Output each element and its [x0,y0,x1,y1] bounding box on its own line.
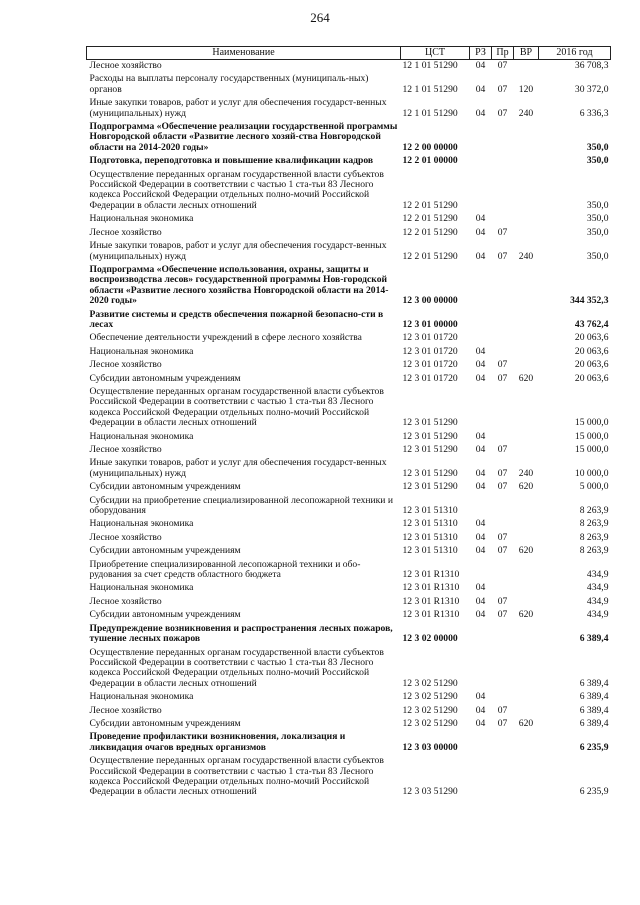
table-row [87,431,611,444]
cell-vr [514,309,539,333]
cell-name: Иные закупки товаров, работ и услуг для обеспечения государст-венных (муниципальных) нужд [89,240,387,262]
cell-name: Субсидии автономным учреждениям [89,372,241,384]
cell-amount: 6 389,4 [579,704,609,716]
table-row [87,332,611,345]
cell-pr [492,169,514,214]
table-row [87,373,611,386]
cell-name: Национальная экономика [89,345,194,357]
table-row [87,582,611,595]
cell-rz: 04 [475,481,486,493]
cell-pr [492,386,514,431]
cell-pr [492,518,514,531]
table-row [87,444,611,457]
cell-cst: 12 3 02 51290 [402,717,458,729]
cell-cst: 12 1 01 51290 [402,83,458,95]
table-row [87,309,611,333]
cell-vr [514,121,539,155]
table-row [87,97,611,121]
table-row [87,495,611,519]
header-cst: ЦСТ [401,47,470,60]
cell-name: Лесное хозяйство [89,359,162,371]
cell-rz: 04 [475,359,486,371]
cell-pr [492,346,514,359]
table-row [87,518,611,531]
cell-amount: 20 063,6 [574,345,609,357]
cell-pr [492,213,514,226]
table-row [87,121,611,155]
cell-name: Осуществление переданных органам государственной власти субъектов Российской Федерации в соответствии с частью 1 ста-тьи 83 Лесного кодекса Российской Федерации отдельных полно-мочий Российской Федерации в области лесных отношений [89,646,384,689]
cell-name: Лесное хозяйство [89,704,162,716]
cell-amount: 6 235,9 [579,741,609,753]
cell-vr: 620 [518,717,534,729]
cell-vr [514,755,539,800]
cell-pr [492,582,514,595]
cell-vr [514,155,539,168]
cell-pr: 07 [497,717,508,729]
table-row [87,705,611,718]
cell-amount: 15 000,0 [574,444,609,455]
cell-rz: 04 [475,704,486,716]
cell-amount: 350,0 [586,155,609,167]
cell-rz: 04 [475,609,486,621]
cell-rz [470,264,492,309]
cell-pr: 07 [497,595,508,607]
header-rz: РЗ [470,47,492,60]
cell-cst: 12 3 03 51290 [402,786,458,798]
table-row [87,73,611,97]
cell-rz [470,647,492,692]
cell-pr [492,623,514,647]
cell-name: Развитие системы и средств обеспечения пожарной безопасно-сти в лесах [89,308,384,330]
cell-amount: 6 235,9 [579,786,609,798]
cell-cst: 12 3 02 51290 [402,677,458,689]
cell-vr [514,532,539,545]
cell-pr [492,309,514,333]
cell-amount: 434,9 [586,595,609,607]
cell-name: Национальная экономика [89,691,194,703]
cell-cst: 12 3 01 00000 [402,318,458,330]
cell-vr: 240 [518,467,534,479]
cell-pr [492,731,514,755]
cell-amount: 20 063,6 [574,332,609,344]
cell-vr: 620 [518,609,534,621]
cell-cst: 12 3 02 51290 [402,691,458,703]
cell-amount: 10 000,0 [574,467,609,479]
cell-rz: 04 [475,250,486,262]
cell-pr: 07 [497,359,508,371]
cell-cst: 12 2 01 51290 [402,199,458,211]
cell-rz [470,121,492,155]
cell-amount: 350,0 [586,141,609,153]
cell-vr: 240 [518,107,534,119]
cell-name: Осуществление переданных органам государственной власти субъектов Российской Федерации в соответствии с частью 1 ста-тьи 83 Лесного кодекса Российской Федерации отдельных полно-мочий Российской Федерации в области лесных отношений [89,755,384,798]
table-row [87,647,611,692]
cell-rz [470,559,492,583]
cell-rz: 04 [475,518,486,530]
cell-amount: 8 263,9 [579,531,609,543]
cell-pr: 07 [497,545,508,557]
cell-amount: 6 389,4 [579,691,609,703]
cell-vr: 620 [518,545,534,557]
cell-pr [492,332,514,345]
cell-cst: 12 3 01 51310 [402,531,458,543]
cell-cst: 12 3 01 01720 [402,372,458,384]
header-name: Наименование [87,47,401,60]
table-row [87,718,611,731]
cell-cst: 12 1 01 51290 [402,107,458,119]
cell-name: Осуществление переданных органам государственной власти субъектов Российской Федерации в соответствии с частью 1 ста-тьи 83 Лесного кодекса Российской Федерации отдельных полно-мочий Российской Федерации в области лесных отношений [89,385,384,429]
cell-pr [492,431,514,444]
cell-rz [470,155,492,168]
cell-rz: 04 [475,691,486,703]
cell-vr [514,169,539,214]
cell-pr: 07 [497,83,508,95]
cell-vr: 620 [518,481,534,493]
cell-rz [470,386,492,431]
table-row [87,545,611,558]
cell-rz [470,623,492,647]
cell-rz: 04 [475,83,486,95]
table-row [87,623,611,647]
cell-vr [514,647,539,692]
cell-name: Осуществление переданных органам государственной власти субъектов Российской Федерации в соответствии с частью 1 ста-тьи 83 Лесного кодекса Российской Федерации отдельных полно-мочий Российской Федерации в области лесных отношений [89,168,384,211]
cell-cst: 12 3 03 00000 [402,741,458,753]
cell-name: Субсидии на приобретение специализированной лесопожарной техники и оборудования [89,494,393,517]
cell-rz: 04 [475,582,486,594]
cell-cst: 12 3 01 R1310 [402,609,460,621]
cell-cst: 12 2 01 51290 [402,250,458,262]
cell-cst: 12 3 01 51310 [402,505,458,517]
page-number: 264 [310,10,330,25]
cell-pr: 07 [497,481,508,493]
cell-pr [492,647,514,692]
table-row [87,532,611,545]
cell-amount: 6 389,4 [579,717,609,729]
cell-rz: 04 [475,531,486,543]
cell-cst: 12 3 01 51290 [402,444,458,455]
cell-rz: 04 [475,60,486,71]
cell-pr [492,495,514,519]
cell-vr [514,213,539,226]
cell-amount: 5 000,0 [579,481,609,493]
cell-rz [470,731,492,755]
cell-amount: 30 372,0 [574,83,609,95]
cell-cst: 12 3 01 R1310 [402,582,460,594]
cell-vr [514,386,539,431]
cell-cst: 12 3 01 51310 [402,545,458,557]
cell-cst: 12 3 01 51290 [402,481,458,493]
table-row [87,755,611,800]
cell-vr [514,60,539,74]
table-row [87,346,611,359]
cell-cst: 12 3 01 R1310 [402,569,460,581]
table-row [87,359,611,372]
cell-name: Подпрограмма «Обеспечение реализации государственной программы Новгородской области «Развитие лесного хозяй-ства Новгородской области на 2014-2020 годы» [89,121,398,153]
cell-cst: 12 3 00 00000 [402,295,458,307]
cell-name: Субсидии автономным учреждениям [89,545,241,557]
cell-cst: 12 3 01 R1310 [402,595,460,607]
table-body [87,60,611,800]
cell-rz [470,332,492,345]
cell-cst: 12 3 02 51290 [402,704,458,716]
cell-amount: 350,0 [586,250,609,262]
cell-cst: 12 2 00 00000 [402,141,458,153]
cell-amount: 8 263,9 [579,545,609,557]
cell-cst: 12 2 01 51290 [402,226,458,238]
cell-pr [492,559,514,583]
cell-amount: 344 352,3 [570,295,609,307]
table-row [87,691,611,704]
cell-pr [492,755,514,800]
cell-rz: 04 [475,345,486,357]
cell-cst: 12 3 02 00000 [402,633,458,645]
cell-amount: 15 000,0 [574,430,609,442]
table-row [87,60,611,74]
table-row [87,596,611,609]
cell-vr [514,346,539,359]
cell-amount: 8 263,9 [579,505,609,517]
cell-pr [492,121,514,155]
header-pr: Пр [492,47,514,60]
cell-vr [514,495,539,519]
cell-vr [514,444,539,457]
cell-pr [492,155,514,168]
cell-amount: 350,0 [586,213,609,225]
budget-table [86,46,611,800]
cell-pr: 07 [497,704,508,716]
cell-pr: 07 [497,60,508,71]
cell-amount: 8 263,9 [579,518,609,530]
cell-amount: 6 389,4 [579,677,609,689]
cell-cst: 12 3 01 01720 [402,345,458,357]
table-row [87,457,611,481]
cell-cst: 12 2 01 00000 [402,155,458,167]
cell-amount: 350,0 [586,226,609,238]
cell-amount: 15 000,0 [574,417,609,429]
cell-amount: 20 063,6 [574,372,609,384]
cell-name: Иные закупки товаров, работ и услуг для обеспечения государст-венных (муниципальных) нужд [89,97,387,119]
cell-name: Национальная экономика [89,430,194,442]
cell-rz: 04 [475,226,486,238]
table-row [87,559,611,583]
cell-pr: 07 [497,107,508,119]
cell-cst: 12 3 01 51290 [402,417,458,429]
cell-vr: 120 [518,83,534,95]
cell-vr [514,691,539,704]
cell-rz [470,169,492,214]
cell-vr [514,227,539,240]
table-row [87,264,611,309]
cell-pr: 07 [497,372,508,384]
cell-name: Лесное хозяйство [89,60,162,71]
table-row [87,213,611,226]
cell-vr [514,623,539,647]
cell-amount: 6 336,3 [579,107,609,119]
cell-rz: 04 [475,467,486,479]
table-row [87,386,611,431]
cell-rz: 04 [475,430,486,442]
cell-name: Субсидии автономным учреждениям [89,717,241,729]
cell-pr: 07 [497,531,508,543]
cell-rz [470,755,492,800]
table-row [87,240,611,264]
cell-name: Подпрограмма «Обеспечение использования, охраны, защиты и воспроизводства лесов» государственной программы Нов-городской области «Развитие лесного хозяйства Новгородской области на 2014-2020 годы» [89,263,389,307]
cell-rz: 04 [475,595,486,607]
cell-vr: 240 [518,250,534,262]
cell-amount: 20 063,6 [574,359,609,371]
header-vr: ВР [514,47,539,60]
table-row [87,731,611,755]
cell-vr [514,332,539,345]
cell-name: Лесное хозяйство [89,444,162,455]
cell-name: Иные закупки товаров, работ и услуг для обеспечения государст-венных (муниципальных) нужд [89,457,387,479]
cell-vr [514,705,539,718]
cell-name: Обеспечение деятельности учреждений в сфере лесного хозяйства [89,332,362,344]
cell-rz: 04 [475,372,486,384]
cell-rz [470,309,492,333]
cell-pr [492,691,514,704]
cell-amount: 36 708,3 [574,60,609,71]
cell-rz: 04 [475,717,486,729]
cell-rz: 04 [475,545,486,557]
table-row [87,609,611,622]
cell-name: Предупреждение возникновения и распространения лесных пожаров, тушение лесных пожаров [89,622,393,645]
cell-pr [492,264,514,309]
cell-name: Лесное хозяйство [89,531,162,543]
cell-name: Расходы на выплаты персоналу государственных (муниципаль-ных) органов [89,73,369,95]
cell-vr [514,559,539,583]
header-year: 2016 год [539,47,611,60]
table-row [87,155,611,168]
table-header [87,47,611,60]
table-row [87,169,611,214]
cell-vr [514,518,539,531]
cell-vr: 620 [518,372,534,384]
cell-rz: 04 [475,444,486,455]
cell-pr: 07 [497,250,508,262]
cell-vr [514,264,539,309]
cell-vr [514,582,539,595]
cell-rz: 04 [475,107,486,119]
cell-amount: 6 389,4 [579,633,609,645]
cell-name: Проведение профилактики возникновения, локализация и ликвидация очагов вредных организмов [89,731,346,753]
cell-cst: 12 1 01 51290 [402,60,458,71]
cell-cst: 12 3 01 01720 [402,332,458,344]
cell-vr [514,431,539,444]
cell-rz [470,495,492,519]
cell-amount: 43 762,4 [574,318,609,330]
cell-amount: 350,0 [586,199,609,211]
cell-cst: 12 3 01 51290 [402,430,458,442]
cell-pr: 07 [497,467,508,479]
cell-name: Лесное хозяйство [89,595,162,607]
cell-pr: 07 [497,609,508,621]
cell-amount: 434,9 [586,569,609,581]
cell-cst: 12 3 01 51310 [402,518,458,530]
cell-vr [514,731,539,755]
cell-name: Субсидии автономным учреждениям [89,481,241,493]
cell-name: Субсидии автономным учреждениям [89,609,241,621]
cell-cst: 12 2 01 51290 [402,213,458,225]
cell-amount: 434,9 [586,582,609,594]
cell-cst: 12 3 01 01720 [402,359,458,371]
cell-name: Национальная экономика [89,582,194,594]
cell-vr [514,596,539,609]
table-row [87,481,611,494]
cell-name: Приобретение специализированной лесопожарной техники и обо-рудования за счет средств областного бюджета [89,558,361,581]
cell-name: Национальная экономика [89,213,194,225]
cell-pr: 07 [497,226,508,238]
cell-amount: 434,9 [586,609,609,621]
cell-cst: 12 3 01 51290 [402,467,458,479]
cell-vr [514,359,539,372]
cell-name: Подготовка, переподготовка и повышение квалификации кадров [89,155,374,167]
cell-name: Национальная экономика [89,518,194,530]
cell-rz: 04 [475,213,486,225]
table-row [87,227,611,240]
cell-name: Лесное хозяйство [89,226,162,238]
cell-pr: 07 [497,444,508,455]
